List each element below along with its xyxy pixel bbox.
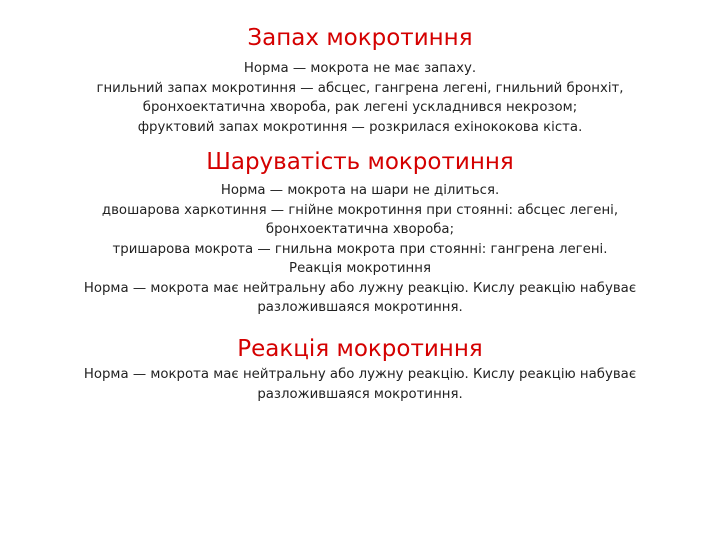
heading-smell: Запах мокротиння — [247, 25, 473, 51]
text-line: гнильний запах мокротиння — абсцес, гангрена легені, гнильний бронхіт, — [96, 80, 624, 96]
paragraph-layering — [60, 181, 660, 318]
text-line: Норма — мокрота на шари не ділиться. — [220, 183, 500, 198]
text-line: бронхоектатична хвороба; — [265, 222, 455, 237]
text-line: Реакція мокротиння — [289, 261, 431, 276]
text-line: двошарова харкотиння — гнійне мокротиння при стоянні: абсцес легені, — [101, 202, 619, 218]
text-line: Норма — мокрота не має запаху. — [243, 61, 477, 76]
paragraph-reaction — [60, 365, 660, 404]
heading-layering: Шаруватість мокротиння — [206, 149, 514, 175]
paragraph-smell — [60, 59, 660, 137]
text-line: разложившаяся мокротиння. — [257, 300, 463, 315]
text-line: Норма — мокрота має нейтральну або лужну реакцію. Кислу реакцію набуває — [83, 280, 637, 296]
text-line: Норма — мокрота має нейтральну або лужну реакцію. Кислу реакцію набуває — [83, 367, 637, 382]
text-line: бронхоектатична хвороба, рак легені ускладнився некрозом; — [142, 100, 578, 115]
text-line: разложившаяся мокротиння. — [257, 386, 463, 402]
heading-reaction: Реакція мокротиння — [237, 336, 483, 362]
text-line: тришарова мокрота — гнильна мокрота при стоянні: гангрена легені. — [112, 241, 608, 257]
text-line: фруктовий запах мокротиння — розкрилася ехінококова кіста. — [137, 119, 583, 135]
